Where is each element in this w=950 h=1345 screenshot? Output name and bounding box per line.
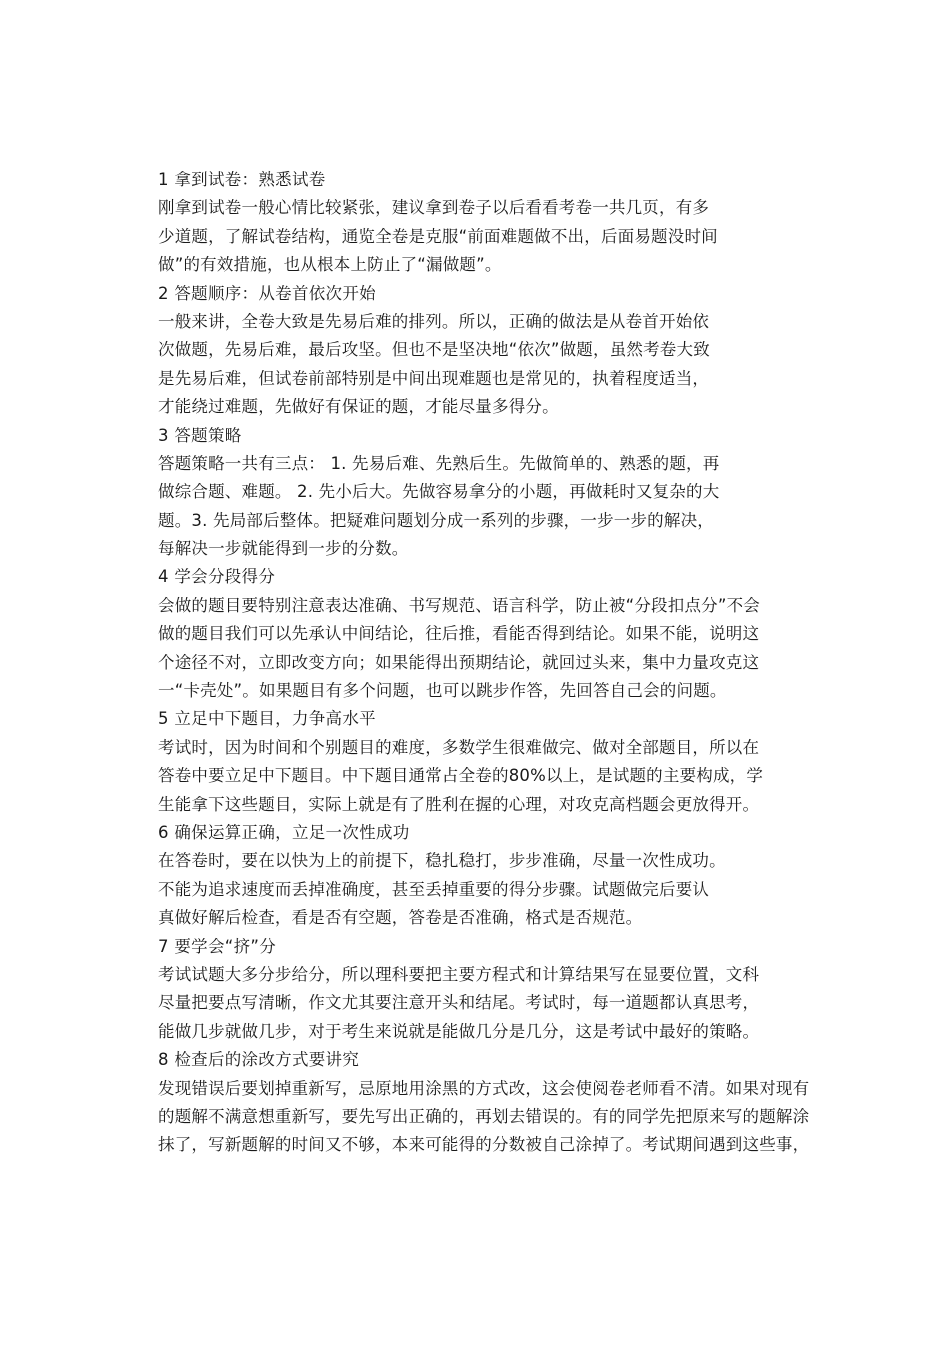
- paragraph-line: 不能为追求速度而丢掉准确度，甚至丢掉重要的得分步骤。试题做完后要认: [158, 879, 710, 899]
- section-heading: 5 立足中下题目，力争高水平: [158, 709, 376, 729]
- paragraph-line: 生能拿下这些题目，实际上就是有了胜利在握的心理，对攻克高档题会更放得开。: [158, 794, 760, 814]
- section-heading: 3 答题策略: [158, 425, 242, 445]
- paragraph-line: 的题解不满意想重新写，要先写出正确的，再划去错误的。有的同学先把原来写的题解涂: [158, 1106, 810, 1126]
- paragraph-line: 一般来讲，全卷大致是先易后难的排列。所以，正确的做法是从卷首开始依: [158, 311, 710, 331]
- paragraph-line: 会做的题目要特别注意表达准确、书写规范、语言科学，防止被“分段扣点分”不会: [158, 595, 760, 615]
- paragraph-line: 做”的有效措施，也从根本上防止了“漏做题”。: [158, 255, 502, 275]
- paragraph-line: 真做好解后检查，看是否有空题，答卷是否准确，格式是否规范。: [158, 908, 643, 928]
- paragraph-line: 考试时，因为时间和个别题目的难度，多数学生很难做完、做对全部题目，所以在: [158, 737, 760, 757]
- paragraph-line: 能做几步就做几步，对于考生来说就是能做几分是几分，这是考试中最好的策略。: [158, 1021, 760, 1041]
- paragraph-line: 才能绕过难题，先做好有保证的题，才能尽量多得分。: [158, 397, 559, 417]
- paragraph-line: 做综合题、难题。 2. 先小后大。先做容易拿分的小题，再做耗时又复杂的大: [158, 482, 720, 502]
- paragraph-line: 次做题，先易后难，最后攻坚。但也不是坚决地“依次”做题，虽然考卷大致: [158, 340, 710, 360]
- section-heading: 2 答题顺序：从卷首依次开始: [158, 283, 376, 303]
- section-heading: 8 检查后的涂改方式要讲究: [158, 1050, 360, 1070]
- paragraph-line: 尽量把要点写清晰，作文尤其要注意开头和结尾。考试时，每一道题都认真思考，: [158, 993, 760, 1013]
- paragraph-line: 答卷中要立足中下题目。中下题目通常占全卷的80%以上，是试题的主要构成，学: [158, 766, 764, 786]
- paragraph-line: 个途径不对，立即改变方向；如果能得出预期结论，就回过头来，集中力量攻克这: [158, 652, 760, 672]
- paragraph-line: 每解决一步就能得到一步的分数。: [158, 539, 409, 559]
- paragraph-line: 答题策略一共有三点： 1. 先易后难、先熟后生。先做简单的、熟悉的题，再: [158, 453, 720, 473]
- section-heading: 1 拿到试卷：熟悉试卷: [158, 170, 326, 189]
- document-body: [158, 166, 808, 1160]
- paragraph-line: 一“卡壳处”。如果题目有多个问题，也可以跳步作答，先回答自己会的问题。: [158, 681, 727, 701]
- paragraph-line: 做的题目我们可以先承认中间结论，往后推，看能否得到结论。如果不能，说明这: [158, 624, 760, 644]
- paragraph-line: 刚拿到试卷一般心情比较紧张，建议拿到卷子以后看看考卷一共几页，有多: [158, 198, 710, 218]
- paragraph-line: 是先易后难，但试卷前部特别是中间出现难题也是常见的，执着程度适当，: [158, 368, 710, 388]
- paragraph-line: 发现错误后要划掉重新写，忌原地用涂黑的方式改，这会使阅卷老师看不清。如果对现有: [158, 1078, 810, 1098]
- paragraph-line: 考试试题大多分步给分，所以理科要把主要方程式和计算结果写在显要位置，文科: [158, 964, 760, 984]
- section-heading: 4 学会分段得分: [158, 567, 276, 587]
- section-heading: 6 确保运算正确，立足一次性成功: [158, 822, 410, 842]
- paragraph-line: 在答卷时，要在以快为上的前提下，稳扎稳打，步步准确，尽量一次性成功。: [158, 851, 726, 871]
- section-heading: 7 要学会“挤”分: [158, 936, 277, 956]
- paragraph-line: 抹了，写新题解的时间又不够，本来可能得的分数被自己涂掉了。考试期间遇到这些事，: [158, 1135, 810, 1155]
- paragraph-line: 少道题，了解试卷结构，通览全卷是克服“前面难题做不出，后面易题没时间: [158, 226, 718, 246]
- paragraph-line: 题。3. 先局部后整体。把疑难问题划分成一系列的步骤，一步一步的解决，: [158, 510, 714, 530]
